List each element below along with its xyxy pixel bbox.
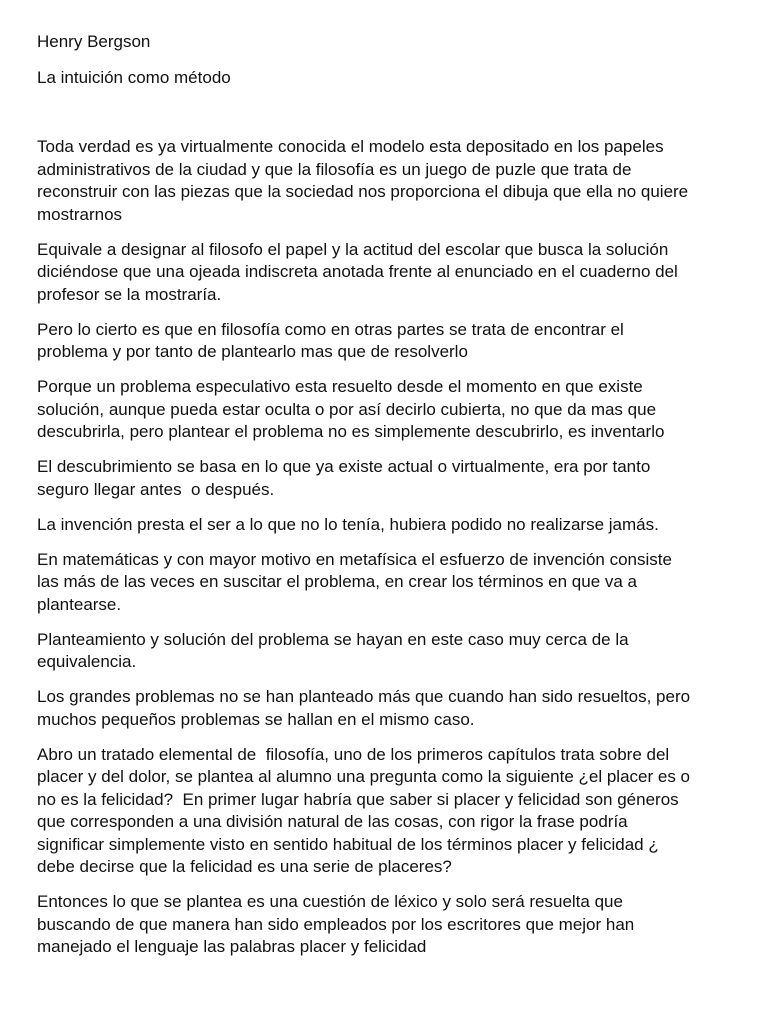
paragraph-line: equivalencia. — [37, 652, 137, 671]
paragraph-line: Equivale a designar al filosofo el papel y la actitud del escolar que busca la solución — [37, 239, 669, 259]
paragraph — [37, 514, 749, 537]
paragraph — [37, 549, 749, 617]
paragraph-line: significar simplemente visto en sentido habitual de los términos placer y felicidad ¿ — [37, 834, 659, 854]
paragraph-line: Los grandes problemas no se han planteado más que cuando han sido resueltos, pero — [37, 687, 691, 706]
paragraph — [37, 376, 749, 444]
paragraph — [37, 136, 749, 226]
document-subtitle: La intuición como método — [37, 67, 231, 87]
paragraph-line: Planteamiento y solución del problema se hayan en este caso muy cerca de la — [37, 629, 629, 649]
paragraph-line: En matemáticas y con mayor motivo en metafísica el esfuerzo de invención consiste — [37, 549, 672, 569]
paragraph-line: muchos pequeños problemas se hallan en el mismo caso. — [37, 709, 475, 729]
document-page — [37, 31, 749, 971]
paragraph-line: Pero lo cierto es que en filosofía como en otras partes se trata de encontrar el — [37, 319, 624, 339]
paragraph-line: que corresponden a una división natural de las cosas, con rigor la frase podría — [37, 812, 628, 831]
paragraph-line: Porque un problema especulativo esta resuelto desde el momento en que existe — [37, 377, 643, 396]
paragraph-line: debe decirse que la felicidad es una serie de placeres? — [37, 857, 452, 876]
paragraph-line: Toda verdad es ya virtualmente conocida el modelo esta depositado en los papeles — [37, 137, 664, 156]
paragraph-line: profesor se la mostraría. — [37, 284, 222, 304]
paragraph-line: buscando de que manera han sido empleados por los escritores que mejor han — [37, 914, 635, 934]
paragraph-line: reconstruir con las piezas que la sociedad nos proporciona el dibuja que ella no quiere — [37, 182, 689, 201]
paragraph — [37, 629, 749, 674]
paragraph-line: El descubrimiento se basa en lo que ya existe actual o virtualmente, era por tanto — [37, 457, 651, 476]
paragraph-line: administrativos de la ciudad y que la filosofía es un juego de puzle que trata de — [37, 159, 632, 179]
paragraph — [37, 239, 749, 307]
paragraph-line: manejado el lenguaje las palabras placer y felicidad — [37, 937, 427, 956]
paragraph — [37, 891, 749, 959]
paragraph-line: solución, aunque pueda estar oculta o por así decirlo cubierta, no que da mas que — [37, 399, 657, 419]
paragraph-line: mostrarnos — [37, 204, 123, 224]
paragraph-line: las más de las veces en suscitar el problema, en crear los términos en que va a — [37, 572, 638, 591]
paragraph-line: descubrirla, pero plantear el problema no es simplemente descubrirlo, es inventarlo — [37, 422, 665, 441]
paragraph-line: no es la felicidad? En primer lugar habría que saber si placer y felicidad son géneros — [37, 789, 679, 809]
paragraph-line: Entonces lo que se plantea es una cuestión de léxico y solo será resuelta que — [37, 892, 623, 911]
paragraph-line: problema y por tanto de plantearlo mas que de resolverlo — [37, 342, 468, 361]
paragraph-line: diciéndose que una ojeada indiscreta anotada frente al enunciado en el cuaderno del — [37, 262, 678, 281]
paragraph — [37, 319, 749, 364]
document-body — [37, 136, 749, 959]
paragraph-line: Abro un tratado elemental de filosofía, uno de los primeros capítulos trata sobre del — [37, 744, 670, 764]
paragraph-line: seguro llegar antes o después. — [37, 479, 275, 499]
paragraph — [37, 686, 749, 731]
paragraph — [37, 456, 749, 501]
paragraph — [37, 744, 749, 879]
paragraph-line: placer y del dolor, se plantea al alumno una pregunta como la siguiente ¿el placer es o — [37, 767, 691, 786]
paragraph-line: plantearse. — [37, 594, 122, 614]
document-author: Henry Bergson — [37, 32, 151, 51]
paragraph-line: La invención presta el ser a lo que no lo tenía, hubiera podido no realizarse jamás. — [37, 514, 659, 534]
